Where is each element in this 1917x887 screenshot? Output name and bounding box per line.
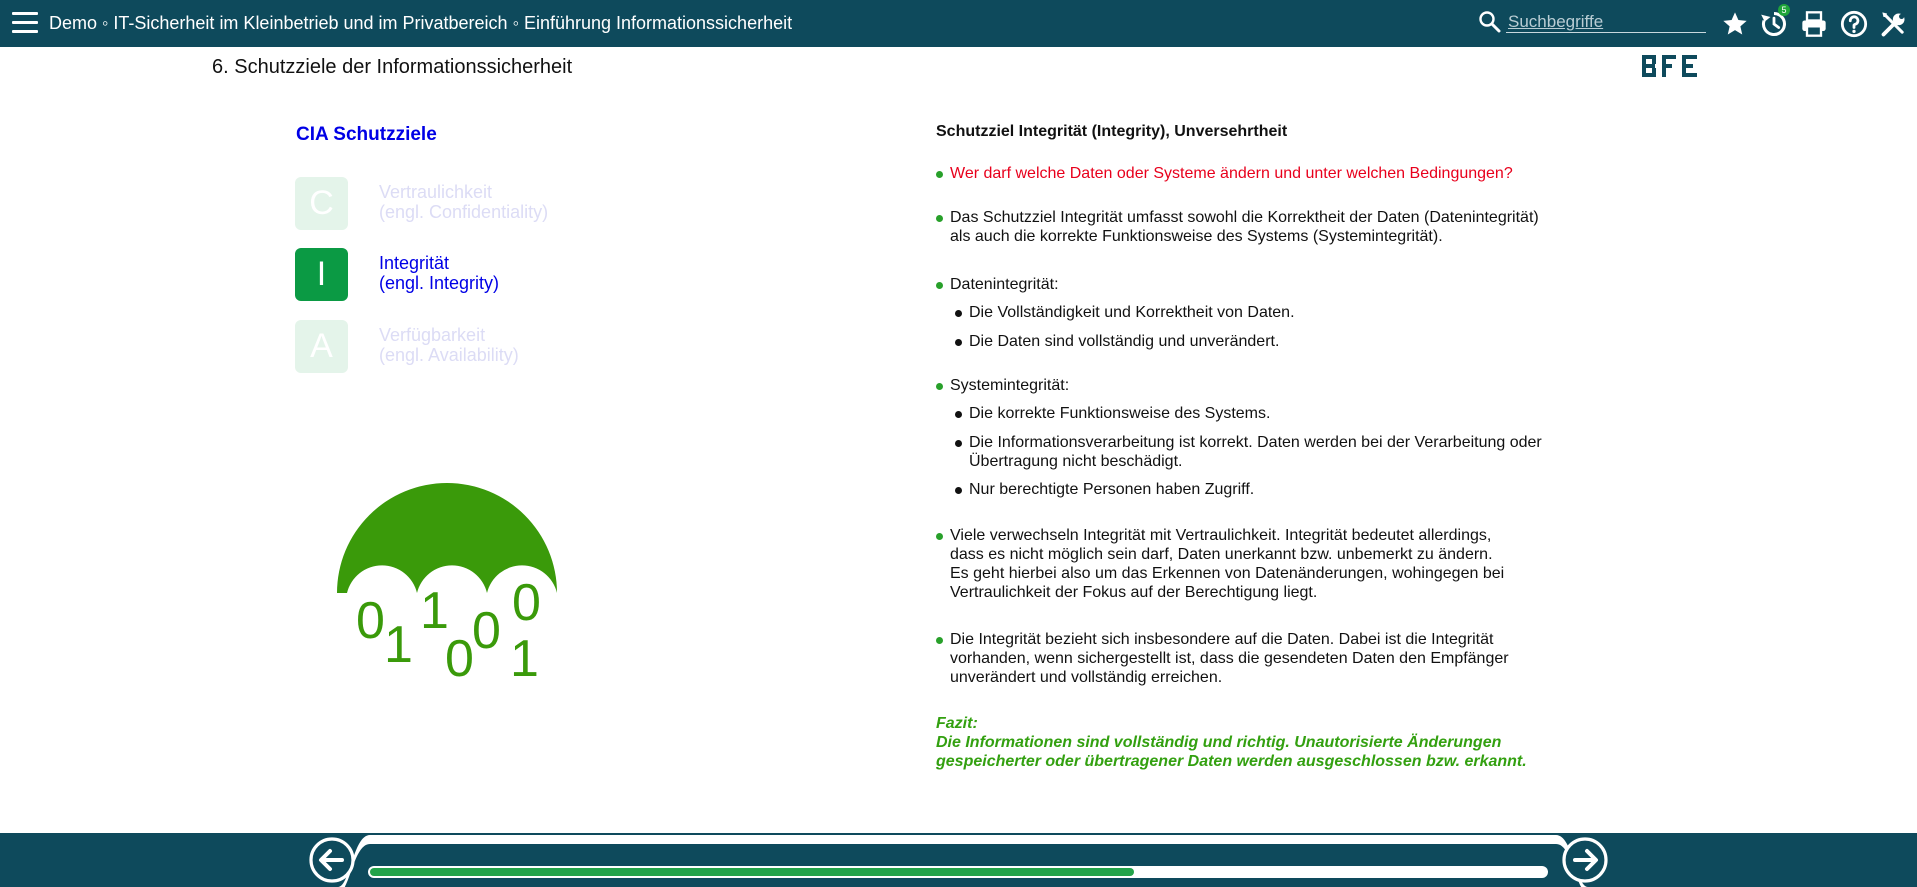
search-icon[interactable]: [1478, 10, 1502, 34]
umbrella-digit: 0: [472, 602, 501, 660]
text-line: Das Schutzziel Integrität umfasst sowohl die Korrektheit der Daten (Datenintegrität): [950, 209, 1539, 226]
next-arrow-icon[interactable]: [1561, 836, 1609, 884]
sub-bullet: [969, 433, 1589, 471]
search-box: [1478, 10, 1708, 36]
sub-bullet: Die Daten sind vollständig und unverändert.: [969, 332, 1589, 351]
text-line: als auch die korrekte Funktionsweise des Systems (Systemintegrität).: [950, 228, 1443, 245]
fazit-box: [936, 714, 1596, 771]
bfe-logo: [1641, 53, 1701, 84]
search-input[interactable]: [1506, 12, 1706, 33]
text-line: dass es nicht möglich sein darf, Daten unerkannt bzw. unbemerkt zu ändern.: [950, 546, 1493, 563]
cia-label-english: (engl. Availability): [379, 345, 519, 365]
umbrella-digit: 1: [510, 630, 539, 688]
progress-bar[interactable]: [368, 866, 1548, 878]
sub-bullet: Nur berechtigte Personen haben Zugriff.: [969, 480, 1589, 499]
settings-icon[interactable]: [1880, 10, 1908, 38]
previous-arrow-icon[interactable]: [308, 836, 356, 884]
cia-label: [379, 182, 548, 222]
cia-item-integrity[interactable]: [295, 248, 695, 302]
star-icon[interactable]: [1721, 10, 1749, 38]
cia-letter-box: C: [295, 177, 348, 230]
cia-label-name: Vertraulichkeit: [379, 182, 493, 202]
cia-label: [379, 325, 519, 365]
text-line: gespeicherter oder übertragener Daten werden ausgeschlossen bzw. erkannt.: [936, 753, 1527, 770]
cia-letter-box: A: [295, 320, 348, 373]
help-icon[interactable]: [1840, 10, 1868, 38]
text-line: vorhanden, wenn sichergestellt ist, dass die gesendeten Daten den Empfänger: [950, 650, 1509, 667]
datenintegritaet-bullet: Datenintegrität:: [950, 275, 1590, 294]
top-bar: [0, 0, 1917, 47]
text-line: Die Integrität bezieht sich insbesondere auf die Daten. Dabei ist die Integrität: [950, 631, 1494, 648]
page-title: 6. Schutzziele der Informationssicherheit: [212, 56, 573, 78]
umbrella-digit: 0: [356, 592, 385, 650]
paragraph-bullet: [950, 526, 1590, 602]
question-bullet: Wer darf welche Daten oder Systeme ändern und unter welchen Bedingungen?: [950, 164, 1590, 183]
progress-tray: [338, 833, 1588, 887]
text-line: Viele verwechseln Integrität mit Vertraulichkeit. Integrität bedeutet allerdings,: [950, 527, 1492, 544]
breadcrumb: Demo ◦ IT-Sicherheit im Kleinbetrieb und im Privatbereich ◦ Einführung Informationssicherheit: [49, 13, 793, 33]
text-line: Die Informationen sind vollständig und richtig. Unautorisierte Änderungen: [936, 734, 1502, 751]
print-icon[interactable]: [1800, 10, 1828, 38]
cia-label-name: Integrität: [379, 253, 450, 273]
cia-heading: CIA Schutzziele: [296, 124, 437, 145]
umbrella-digit: 1: [384, 616, 413, 674]
cia-label-english: (engl. Integrity): [379, 273, 500, 293]
cia-item-availability[interactable]: [295, 320, 695, 374]
bfe-logo-graphic: [1641, 53, 1701, 79]
bottom-bar: [0, 833, 1917, 887]
notification-badge: 5: [1778, 4, 1790, 16]
text-line: Es geht hierbei also um das Erkennen von Datenänderungen, wohingegen bei: [950, 565, 1505, 582]
cia-label: [379, 253, 499, 293]
umbrella-digit: 1: [420, 582, 449, 640]
menu-icon[interactable]: [12, 12, 38, 34]
text-line: unverändert und vollständig erreichen.: [950, 669, 1223, 686]
fazit-label: Fazit:: [936, 715, 978, 732]
cia-item-confidentiality[interactable]: [295, 177, 695, 231]
sub-bullet: Die Vollständigkeit und Korrektheit von Daten.: [969, 303, 1589, 322]
content-heading: Schutzziel Integrität (Integrity), Unversehrtheit: [936, 123, 1288, 140]
cia-label-english: (engl. Confidentiality): [379, 202, 549, 222]
paragraph-bullet: [950, 630, 1590, 687]
umbrella-icon: [330, 480, 570, 690]
cia-letter-box: I: [295, 248, 348, 301]
text-line: Vertraulichkeit der Fokus auf der Berechtigung liegt.: [950, 584, 1318, 601]
progress-fill: [370, 868, 1134, 876]
text-line: Übertragung nicht beschädigt.: [969, 453, 1183, 470]
systemintegritaet-bullet: Systemintegrität:: [950, 376, 1590, 395]
paragraph-bullet: [950, 208, 1590, 246]
umbrella-digit: 0: [445, 630, 474, 688]
cia-label-name: Verfügbarkeit: [379, 325, 486, 345]
sub-bullet: Die korrekte Funktionsweise des Systems.: [969, 404, 1589, 423]
umbrella-digit: 0: [512, 574, 541, 632]
text-line: Die Informationsverarbeitung ist korrekt. Daten werden bei der Verarbeitung oder: [969, 434, 1542, 451]
